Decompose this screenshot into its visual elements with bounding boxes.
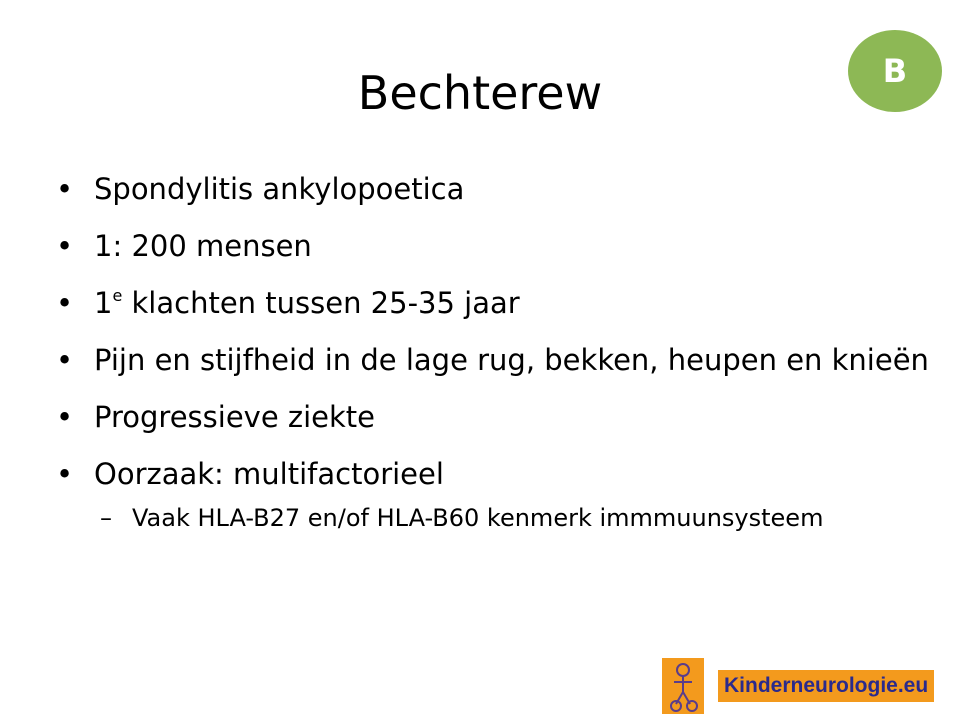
dash-bullet-icon: – [100,504,112,532]
list-item [56,286,936,321]
list-item-text: Oorzaak: multifactorieel [94,457,444,491]
list-item-text: klachten tussen 25-35 jaar [122,286,520,320]
list-item-text: Pijn en stijfheid in de lage rug, bekken, heupen en knieën [94,343,929,377]
logo-text: Kinderneurologie.eu [718,670,934,702]
list-item-number: 1 [94,286,113,320]
list-item [56,172,936,207]
child-drawing-icon [662,658,704,714]
list-item [56,400,936,435]
bullet-icon: • [56,343,74,377]
sub-list-item [56,502,936,534]
logo [662,658,934,714]
list-item-text: Progressieve ziekte [94,400,376,434]
list-item-text: Spondylitis ankylopoetica [94,172,465,206]
list-item [56,343,936,378]
list-item-text: 1: 200 mensen [94,229,312,263]
list-item [56,457,936,492]
bullet-icon: • [56,286,74,320]
section-badge: B [848,30,942,112]
bullet-list [56,172,936,534]
slide-title: Bechterew [357,66,603,120]
bullet-icon: • [56,457,74,491]
bullet-icon: • [56,229,74,263]
list-item [56,229,936,264]
bullet-icon: • [56,172,74,206]
sub-list-item-text: Vaak HLA-B27 en/of HLA-B60 kenmerk immmuunsysteem [132,504,824,532]
bullet-icon: • [56,400,74,434]
ordinal-superscript: e [112,286,123,305]
